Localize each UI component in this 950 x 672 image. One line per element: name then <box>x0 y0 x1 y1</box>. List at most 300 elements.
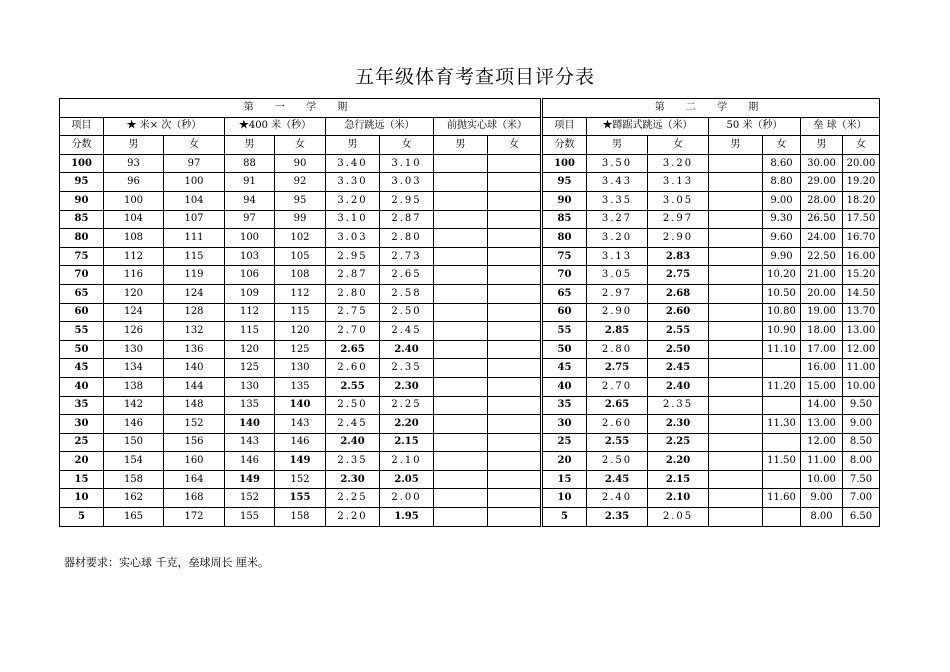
value-cell <box>434 377 488 396</box>
value-cell: 11.60 <box>763 489 801 508</box>
value-cell: 3.35 <box>587 191 648 210</box>
value-cell: 144 <box>164 377 225 396</box>
value-cell <box>763 359 801 378</box>
value-cell: 9.00 <box>801 489 843 508</box>
value-cell <box>434 470 488 489</box>
value-cell: 152 <box>275 470 326 489</box>
value-cell: 3.27 <box>587 210 648 229</box>
value-cell <box>434 322 488 341</box>
value-cell <box>488 433 542 452</box>
gender-header: 男 <box>225 136 275 155</box>
value-cell: 2.95 <box>380 191 434 210</box>
value-cell <box>434 154 488 173</box>
value-cell: 2.80 <box>587 340 648 359</box>
value-cell: 2.65 <box>326 340 380 359</box>
value-cell: 12.00 <box>843 340 880 359</box>
value-cell <box>709 508 763 527</box>
score-table <box>59 98 880 527</box>
value-cell: 7.50 <box>843 470 880 489</box>
value-cell: 90 <box>275 154 326 173</box>
value-cell: 9.90 <box>763 247 801 266</box>
value-cell: 19.00 <box>801 303 843 322</box>
value-cell: 2.20 <box>326 508 380 527</box>
score-cell: 85 <box>542 210 587 229</box>
value-cell: 9.60 <box>763 229 801 248</box>
gender-header-row <box>60 136 880 155</box>
value-cell: 125 <box>275 340 326 359</box>
score-cell: 100 <box>60 154 104 173</box>
value-cell: 155 <box>275 489 326 508</box>
table-row <box>60 489 880 508</box>
value-cell: 3.30 <box>326 173 380 192</box>
value-cell: 136 <box>164 340 225 359</box>
value-cell: 2.55 <box>326 377 380 396</box>
value-cell: 24.00 <box>801 229 843 248</box>
score-cell: 20 <box>542 452 587 471</box>
value-cell <box>763 508 801 527</box>
value-cell <box>488 229 542 248</box>
value-cell: 2.25 <box>648 433 709 452</box>
value-cell: 20.00 <box>843 154 880 173</box>
value-cell: 168 <box>164 489 225 508</box>
value-cell: 2.15 <box>648 470 709 489</box>
gender-header: 女 <box>488 136 542 155</box>
value-cell: 104 <box>104 210 164 229</box>
score-cell: 80 <box>60 229 104 248</box>
value-cell: 88 <box>225 154 275 173</box>
value-cell: 172 <box>164 508 225 527</box>
value-cell: 2.65 <box>380 266 434 285</box>
gender-header: 男 <box>104 136 164 155</box>
score-cell: 65 <box>60 284 104 303</box>
score-cell: 25 <box>542 433 587 452</box>
value-cell: 2.65 <box>587 396 648 415</box>
score-cell: 10 <box>542 489 587 508</box>
value-cell: 2.50 <box>380 303 434 322</box>
value-cell: 124 <box>164 284 225 303</box>
event-header: 50 米（秒） <box>709 117 801 136</box>
table-row <box>60 284 880 303</box>
value-cell <box>709 396 763 415</box>
value-cell: 6.50 <box>843 508 880 527</box>
value-cell <box>709 154 763 173</box>
value-cell: 92 <box>275 173 326 192</box>
value-cell <box>763 396 801 415</box>
value-cell: 11.20 <box>763 377 801 396</box>
value-cell <box>488 377 542 396</box>
value-cell <box>709 210 763 229</box>
value-cell: 2.35 <box>648 396 709 415</box>
value-cell: 91 <box>225 173 275 192</box>
table-row <box>60 266 880 285</box>
value-cell: 2.30 <box>648 415 709 434</box>
value-cell: 96 <box>104 173 164 192</box>
value-cell: 10.00 <box>801 470 843 489</box>
value-cell <box>488 359 542 378</box>
value-cell: 2.00 <box>380 489 434 508</box>
value-cell: 2.35 <box>380 359 434 378</box>
value-cell: 112 <box>225 303 275 322</box>
value-cell: 8.00 <box>801 508 843 527</box>
value-cell: 3.05 <box>648 191 709 210</box>
value-cell: 2.68 <box>648 284 709 303</box>
event-header: 项目 <box>542 117 587 136</box>
score-cell: 45 <box>60 359 104 378</box>
value-cell <box>488 284 542 303</box>
value-cell: 13.00 <box>843 322 880 341</box>
value-cell <box>434 266 488 285</box>
value-cell: 11.00 <box>801 452 843 471</box>
value-cell: 130 <box>275 359 326 378</box>
value-cell: 152 <box>225 489 275 508</box>
gender-header: 男 <box>709 136 763 155</box>
value-cell: 2.40 <box>648 377 709 396</box>
table-row <box>60 210 880 229</box>
value-cell: 2.70 <box>587 377 648 396</box>
gender-header: 女 <box>275 136 326 155</box>
value-cell: 2.15 <box>380 433 434 452</box>
value-cell: 125 <box>225 359 275 378</box>
value-cell <box>434 229 488 248</box>
table-row <box>60 173 880 192</box>
value-cell: 2.35 <box>326 452 380 471</box>
value-cell: 8.80 <box>763 173 801 192</box>
semester-row <box>60 99 880 118</box>
event-header: ★蹲踞式跳远（米） <box>587 117 709 136</box>
value-cell <box>434 247 488 266</box>
value-cell: 108 <box>104 229 164 248</box>
value-cell: 11.00 <box>843 359 880 378</box>
value-cell: 11.50 <box>763 452 801 471</box>
value-cell: 93 <box>104 154 164 173</box>
value-cell: 106 <box>225 266 275 285</box>
value-cell: 146 <box>225 452 275 471</box>
value-cell: 2.50 <box>587 452 648 471</box>
value-cell <box>709 433 763 452</box>
score-cell: 30 <box>60 415 104 434</box>
score-cell: 90 <box>542 191 587 210</box>
event-header: 前抛实心球（米） <box>434 117 542 136</box>
gender-header: 男 <box>434 136 488 155</box>
value-cell <box>709 489 763 508</box>
value-cell: 2.83 <box>648 247 709 266</box>
value-cell: 8.50 <box>843 433 880 452</box>
value-cell: 16.00 <box>843 247 880 266</box>
value-cell: 100 <box>164 173 225 192</box>
value-cell: 112 <box>104 247 164 266</box>
value-cell <box>709 229 763 248</box>
value-cell: 2.25 <box>326 489 380 508</box>
value-cell: 2.70 <box>326 322 380 341</box>
gender-header: 女 <box>380 136 434 155</box>
value-cell: 115 <box>275 303 326 322</box>
value-cell: 2.90 <box>587 303 648 322</box>
value-cell: 2.20 <box>648 452 709 471</box>
score-cell: 40 <box>542 377 587 396</box>
value-cell: 2.73 <box>380 247 434 266</box>
score-cell: 5 <box>60 508 104 527</box>
value-cell: 156 <box>164 433 225 452</box>
event-header: 项目 <box>60 117 104 136</box>
value-cell: 1.95 <box>380 508 434 527</box>
value-cell: 165 <box>104 508 164 527</box>
value-cell: 103 <box>225 247 275 266</box>
value-cell: 9.50 <box>843 396 880 415</box>
value-cell: 164 <box>164 470 225 489</box>
score-cell: 40 <box>60 377 104 396</box>
value-cell: 146 <box>275 433 326 452</box>
value-cell: 2.10 <box>380 452 434 471</box>
value-cell <box>709 191 763 210</box>
value-cell: 2.97 <box>587 284 648 303</box>
value-cell <box>434 396 488 415</box>
value-cell: 94 <box>225 191 275 210</box>
score-cell: 20 <box>60 452 104 471</box>
value-cell: 108 <box>275 266 326 285</box>
value-cell <box>434 359 488 378</box>
value-cell <box>434 284 488 303</box>
value-cell: 20.00 <box>801 284 843 303</box>
value-cell: 2.40 <box>587 489 648 508</box>
score-cell: 100 <box>542 154 587 173</box>
value-cell: 3.20 <box>326 191 380 210</box>
value-cell: 11.10 <box>763 340 801 359</box>
value-cell <box>434 173 488 192</box>
score-cell: 75 <box>60 247 104 266</box>
table-row <box>60 303 880 322</box>
gender-header: 女 <box>648 136 709 155</box>
value-cell: 148 <box>164 396 225 415</box>
value-cell: 3.05 <box>587 266 648 285</box>
value-cell: 149 <box>225 470 275 489</box>
value-cell: 3.20 <box>587 229 648 248</box>
value-cell <box>488 415 542 434</box>
event-header: ★400 米（秒） <box>225 117 326 136</box>
value-cell: 19.20 <box>843 173 880 192</box>
value-cell <box>709 470 763 489</box>
value-cell: 152 <box>164 415 225 434</box>
value-cell <box>488 173 542 192</box>
value-cell: 95 <box>275 191 326 210</box>
value-cell: 135 <box>225 396 275 415</box>
value-cell: 3.03 <box>380 173 434 192</box>
value-cell: 107 <box>164 210 225 229</box>
value-cell: 100 <box>225 229 275 248</box>
value-cell <box>488 452 542 471</box>
value-cell: 2.85 <box>587 322 648 341</box>
value-cell: 11.30 <box>763 415 801 434</box>
value-cell: 146 <box>104 415 164 434</box>
page-title: 五年级体育考查项目评分表 <box>354 66 595 88</box>
value-cell: 2.95 <box>326 247 380 266</box>
value-cell: 120 <box>104 284 164 303</box>
value-cell: 9.00 <box>843 415 880 434</box>
value-cell: 3.43 <box>587 173 648 192</box>
gender-header: 男 <box>587 136 648 155</box>
value-cell: 2.60 <box>326 359 380 378</box>
value-cell <box>709 415 763 434</box>
value-cell: 2.80 <box>326 284 380 303</box>
value-cell <box>434 210 488 229</box>
value-cell: 105 <box>275 247 326 266</box>
value-cell: 30.00 <box>801 154 843 173</box>
value-cell: 140 <box>225 415 275 434</box>
equipment-note: 器材要求：实心球 千克，垒球周长 厘米。 <box>64 556 269 569</box>
value-cell: 22.50 <box>801 247 843 266</box>
value-cell <box>488 266 542 285</box>
score-cell: 15 <box>542 470 587 489</box>
value-cell: 158 <box>104 470 164 489</box>
value-cell: 109 <box>225 284 275 303</box>
value-cell: 2.75 <box>587 359 648 378</box>
table-row <box>60 340 880 359</box>
value-cell: 126 <box>104 322 164 341</box>
table-row <box>60 396 880 415</box>
gender-header: 分数 <box>60 136 104 155</box>
score-cell: 55 <box>542 322 587 341</box>
value-cell: 10.90 <box>763 322 801 341</box>
score-cell: 80 <box>542 229 587 248</box>
value-cell: 102 <box>275 229 326 248</box>
value-cell: 134 <box>104 359 164 378</box>
value-cell <box>434 508 488 527</box>
value-cell: 3.40 <box>326 154 380 173</box>
value-cell <box>709 452 763 471</box>
value-cell: 7.00 <box>843 489 880 508</box>
value-cell: 2.05 <box>648 508 709 527</box>
value-cell: 3.13 <box>587 247 648 266</box>
score-cell: 25 <box>60 433 104 452</box>
value-cell: 26.50 <box>801 210 843 229</box>
gender-header: 女 <box>843 136 880 155</box>
table-row <box>60 470 880 489</box>
value-cell <box>709 266 763 285</box>
score-cell: 55 <box>60 322 104 341</box>
value-cell: 115 <box>164 247 225 266</box>
value-cell: 2.90 <box>648 229 709 248</box>
score-cell: 65 <box>542 284 587 303</box>
value-cell: 142 <box>104 396 164 415</box>
gender-header: 男 <box>326 136 380 155</box>
value-cell: 128 <box>164 303 225 322</box>
value-cell <box>434 415 488 434</box>
score-table-wrapper <box>59 98 880 527</box>
value-cell: 132 <box>164 322 225 341</box>
value-cell <box>488 154 542 173</box>
value-cell: 140 <box>164 359 225 378</box>
value-cell <box>434 340 488 359</box>
value-cell <box>434 452 488 471</box>
value-cell <box>488 396 542 415</box>
value-cell: 111 <box>164 229 225 248</box>
value-cell: 2.10 <box>648 489 709 508</box>
event-header: 垒 球（米） <box>801 117 880 136</box>
table-row <box>60 433 880 452</box>
value-cell: 2.58 <box>380 284 434 303</box>
value-cell: 14.50 <box>843 284 880 303</box>
value-cell <box>709 359 763 378</box>
value-cell <box>709 173 763 192</box>
score-cell: 85 <box>60 210 104 229</box>
value-cell: 3.10 <box>326 210 380 229</box>
score-cell: 35 <box>60 396 104 415</box>
value-cell <box>488 508 542 527</box>
value-cell: 155 <box>225 508 275 527</box>
value-cell: 29.00 <box>801 173 843 192</box>
value-cell: 15.00 <box>801 377 843 396</box>
value-cell: 2.60 <box>587 415 648 434</box>
score-cell: 45 <box>542 359 587 378</box>
value-cell <box>488 191 542 210</box>
value-cell: 18.00 <box>801 322 843 341</box>
value-cell: 2.45 <box>587 470 648 489</box>
value-cell: 2.50 <box>648 340 709 359</box>
gender-header: 分数 <box>542 136 587 155</box>
value-cell: 16.00 <box>801 359 843 378</box>
table-row <box>60 508 880 527</box>
value-cell: 135 <box>275 377 326 396</box>
value-cell: 28.00 <box>801 191 843 210</box>
value-cell: 3.03 <box>326 229 380 248</box>
value-cell: 12.00 <box>801 433 843 452</box>
value-cell: 138 <box>104 377 164 396</box>
value-cell <box>488 210 542 229</box>
score-cell: 5 <box>542 508 587 527</box>
score-cell: 90 <box>60 191 104 210</box>
value-cell: 18.20 <box>843 191 880 210</box>
value-cell <box>434 489 488 508</box>
value-cell <box>488 322 542 341</box>
value-cell: 2.75 <box>648 266 709 285</box>
value-cell <box>434 433 488 452</box>
value-cell: 143 <box>225 433 275 452</box>
value-cell: 10.50 <box>763 284 801 303</box>
value-cell: 160 <box>164 452 225 471</box>
semester-1-header: 第 一 学 期 <box>60 99 542 118</box>
value-cell <box>488 303 542 322</box>
value-cell: 2.80 <box>380 229 434 248</box>
value-cell: 115 <box>225 322 275 341</box>
value-cell: 2.30 <box>380 377 434 396</box>
value-cell: 97 <box>225 210 275 229</box>
value-cell: 104 <box>164 191 225 210</box>
value-cell: 3.13 <box>648 173 709 192</box>
value-cell: 143 <box>275 415 326 434</box>
value-cell: 14.00 <box>801 396 843 415</box>
value-cell: 150 <box>104 433 164 452</box>
table-row <box>60 377 880 396</box>
value-cell <box>488 247 542 266</box>
value-cell: 140 <box>275 396 326 415</box>
value-cell <box>488 489 542 508</box>
table-row <box>60 359 880 378</box>
gender-header: 女 <box>763 136 801 155</box>
score-cell: 35 <box>542 396 587 415</box>
value-cell: 120 <box>225 340 275 359</box>
table-row <box>60 154 880 173</box>
value-cell: 2.87 <box>380 210 434 229</box>
value-cell: 2.45 <box>380 322 434 341</box>
table-row <box>60 452 880 471</box>
table-row <box>60 191 880 210</box>
event-header-row <box>60 117 880 136</box>
value-cell: 3.10 <box>380 154 434 173</box>
value-cell: 2.55 <box>587 433 648 452</box>
score-cell: 15 <box>60 470 104 489</box>
value-cell: 119 <box>164 266 225 285</box>
value-cell: 158 <box>275 508 326 527</box>
value-cell: 130 <box>225 377 275 396</box>
